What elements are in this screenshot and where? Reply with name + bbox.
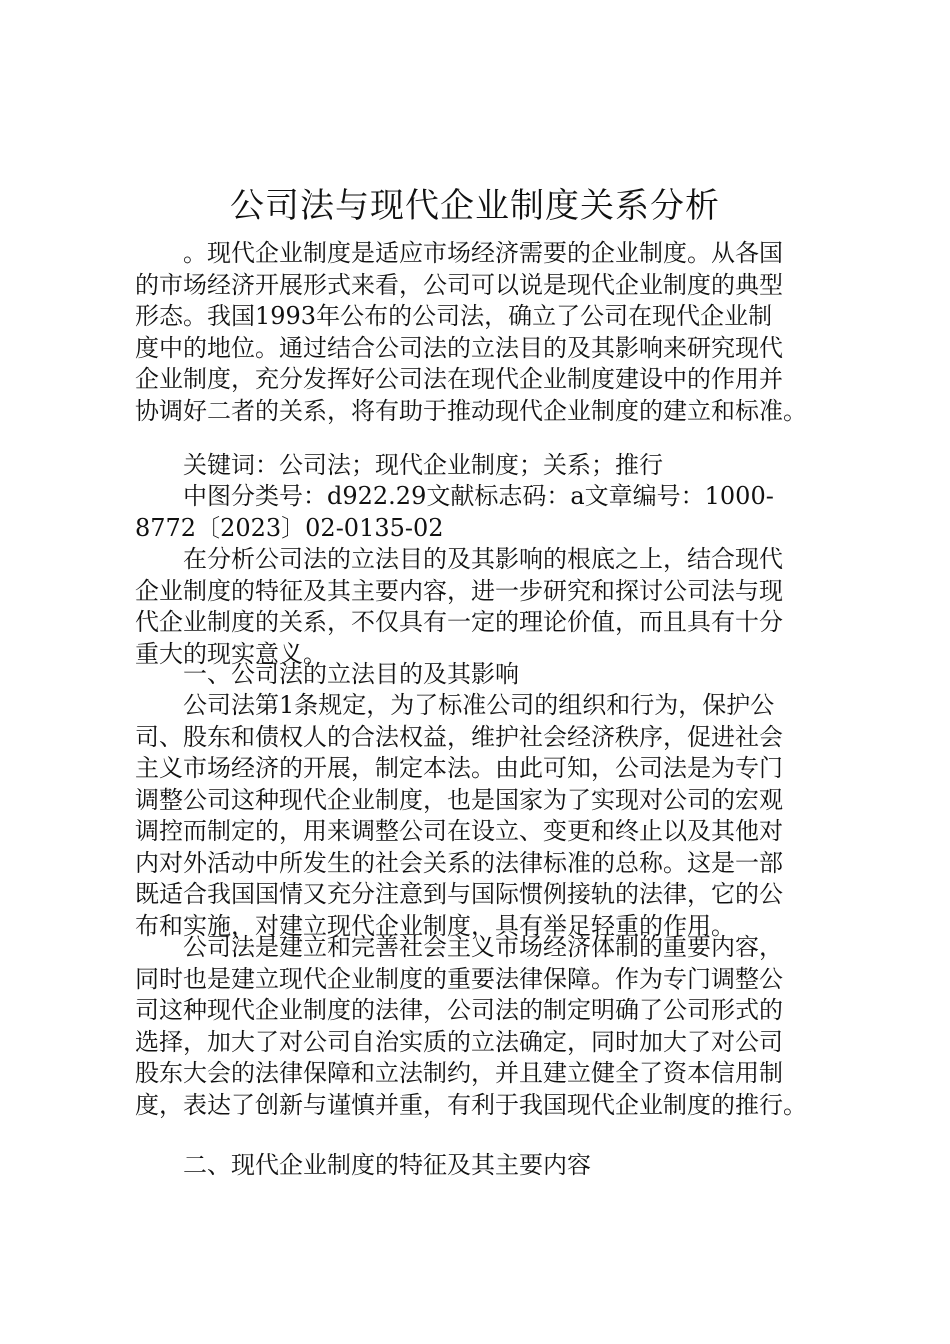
classification-line: 8772〔2023〕02-0135-02 (135, 513, 444, 542)
abstract-line: 的市场经济开展形式来看，公司可以说是现代企业制度的典型 (135, 270, 783, 299)
paragraph-line: 布和实施，对建立现代企业制度，具有举足轻重的作用。 (135, 911, 735, 940)
paragraph-line: 司、股东和债权人的合法权益，维护社会经济秩序，促进社会 (135, 722, 783, 751)
keywords-text: 关键词：公司法；现代企业制度；关系；推行 (183, 451, 663, 479)
paragraph-line: 调整公司这种现代企业制度，也是国家为了实现对公司的宏观 (135, 785, 783, 814)
paragraph-line: 公司法是建立和完善社会主义市场经济体制的重要内容， (183, 933, 783, 961)
abstract-line: 形态。我国1993年公布的公司法，确立了公司在现代企业制 (135, 302, 773, 330)
section-heading-text: 二、现代企业制度的特征及其主要内容 (183, 1151, 591, 1179)
intro-line: 企业制度的特征及其主要内容，进一步研究和探讨公司法与现 (135, 576, 783, 605)
section-1-paragraph-2 (135, 932, 830, 1121)
section-2-heading (135, 1150, 830, 1182)
section-1-heading (135, 659, 830, 691)
paragraph-line: 内对外活动中所发生的社会关系的法律标准的总称。这是一部 (135, 848, 783, 877)
paragraph-line: 司这种现代企业制度的法律，公司法的制定明确了公司形式的 (135, 996, 783, 1024)
section-heading-text: 一、公司法的立法目的及其影响 (183, 660, 519, 688)
keywords-line (135, 450, 830, 482)
section-1-paragraph-1 (135, 690, 830, 942)
classification-line: 中图分类号：d922.29文献标志码：a文章编号：1000- (183, 482, 774, 510)
paragraph-line: 公司法第1条规定，为了标准公司的组织和行为，保护公 (183, 691, 775, 719)
abstract-line: 企业制度，充分发挥好公司法在现代企业制度建设中的作用并 (135, 365, 783, 393)
intro-paragraph (135, 544, 830, 670)
document-title: 公司法与现代企业制度关系分析 (230, 186, 720, 226)
paragraph-line: 既适合我国国情又充分注意到与国际惯例接轨的法律，它的公 (135, 880, 783, 908)
intro-line: 在分析公司法的立法目的及其影响的根底之上，结合现代 (183, 545, 783, 573)
intro-line: 重大的现实意义。 (135, 639, 327, 668)
paragraph-line: 选择，加大了对公司自治实质的立法确定，同时加大了对公司 (135, 1027, 783, 1056)
paragraph-line: 股东大会的法律保障和立法制约，并且建立健全了资本信用制 (135, 1059, 783, 1087)
paragraph-line: 主义市场经济的开展，制定本法。由此可知，公司法是为专门 (135, 754, 783, 782)
paragraph-line: 度，表达了创新与谨慎并重，有利于我国现代企业制度的推行。 (135, 1090, 807, 1119)
classification-info (135, 481, 830, 544)
abstract-line: 协调好二者的关系，将有助于推动现代企业制度的建立和标准。 (135, 396, 807, 425)
paragraph-line: 同时也是建立现代企业制度的重要法律保障。作为专门调整公 (135, 964, 783, 993)
paragraph-line: 调控而制定的，用来调整公司在设立、变更和终止以及其他对 (135, 817, 783, 845)
abstract-line: 。现代企业制度是适应市场经济需要的企业制度。从各国 (183, 239, 783, 267)
intro-line: 代企业制度的关系，不仅具有一定的理论价值，而且具有十分 (135, 608, 783, 636)
abstract-line: 度中的地位。通过结合公司法的立法目的及其影响来研究现代 (135, 333, 783, 362)
abstract-paragraph (135, 238, 830, 427)
